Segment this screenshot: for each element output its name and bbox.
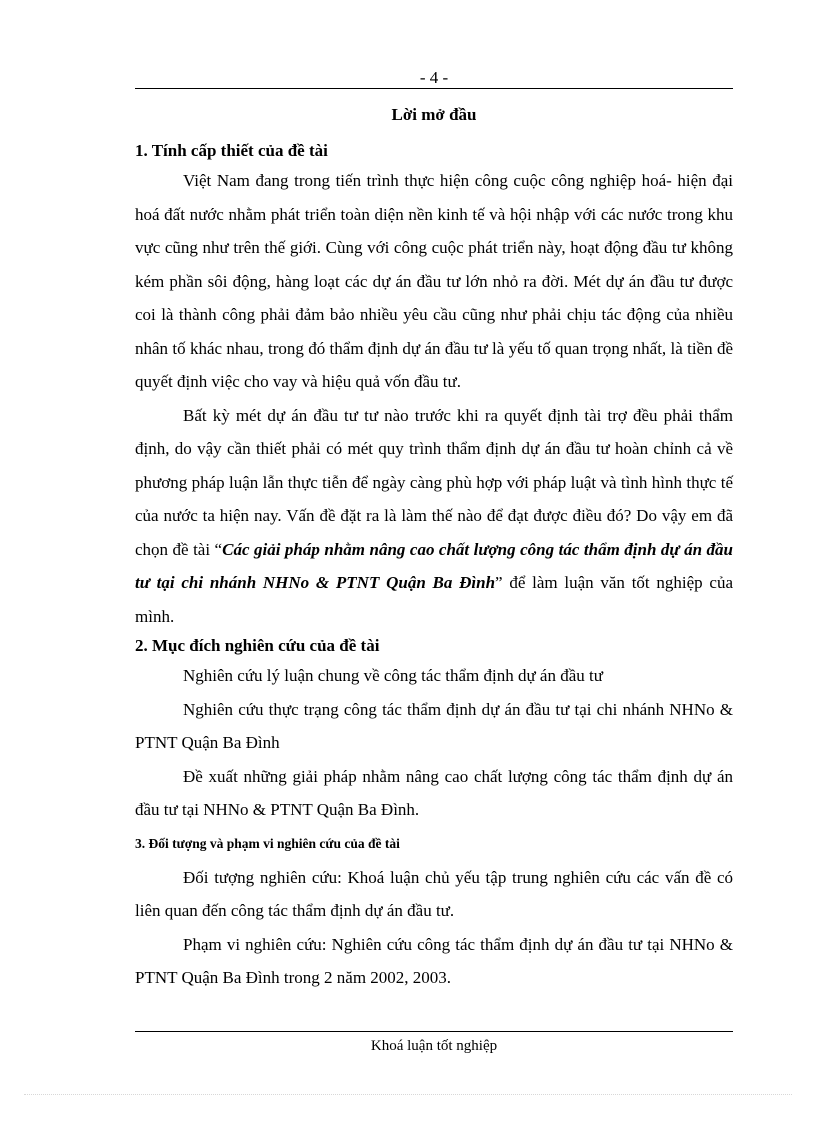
- paragraph: Việt Nam đang trong tiến trình thực hiện công cuộc công nghiệp hoá- hiện đại hoá đất nước nhằm phát triển toàn diện nền kinh tế và hội nhập với các nước trong khu vực cũng như trên thế giới. Cùng với công cuộc phát triển này, hoạt động đầu tư không kém phần sôi động, hàng loạt các dự án đầu tư lớn nhỏ ra đời. Mét dự án đầu tư được coi là thành công phải đảm bảo nhiều yêu cầu cũng như phải chịu tác động của nhiều nhân tố khác nhau, trong đó thẩm định dự án đầu tư là yếu tố quan trọng nhất, là tiền đề quyết định việc cho vay và hiệu quả vốn đầu tư.: [135, 171, 733, 391]
- header-rule: [135, 88, 733, 89]
- section-heading-3: 3. Đối tượng và phạm vi nghiên cứu của đề tài: [135, 835, 400, 851]
- section-heading-2: 2. Mục đích nghiên cứu của đề tài: [135, 636, 380, 655]
- section-heading-1: 1. Tính cấp thiết của đề tài: [135, 141, 328, 160]
- paragraph-text: Bất kỳ mét dự án đầu tư tư nào trước khi ra quyết định tài trợ đều phải thẩm định, do vậy cần thiết phải có mét quy trình thẩm định dự án đầu tư hoàn chỉnh cả về phương pháp luận lẫn thực tiễn để ngày càng phù hợp với pháp luật và tình hình thực tế của nước ta hiện nay. Vấn đề đặt ra là làm thế nào để đạt được điều đó? Do vậy em đã chọn đề tài “: [135, 405, 733, 559]
- paragraph: Đề xuất những giải pháp nhằm nâng cao chất lượng công tác thẩm định dự án đầu tư tại NHNo & PTNT Quận Ba Đình.: [135, 766, 733, 819]
- paragraph-text: ” để làm luận văn tốt nghiệp của mình.: [135, 573, 733, 626]
- paragraph: Nghiên cứu lý luận chung về công tác thẩm định dự án đầu tư: [183, 666, 603, 685]
- paragraph: Phạm vi nghiên cứu: Nghiên cứu công tác thẩm định dự án đầu tư tại NHNo & PTNT Quận Ba Đình trong 2 năm 2002, 2003.: [135, 934, 733, 987]
- footer-rule: [135, 1031, 733, 1032]
- paragraph: Đối tượng nghiên cứu: Khoá luận chủ yếu tập trung nghiên cứu các vấn đề có liên quan đến công tác thẩm định dự án đầu tư.: [135, 867, 733, 920]
- paragraph: Nghiên cứu thực trạng công tác thẩm định dự án đầu tư tại chi nhánh NHNo & PTNT Quận Ba Đình: [135, 699, 733, 752]
- page-edge-divider: [24, 1094, 792, 1095]
- page-content: [135, 102, 733, 995]
- paragraph-topic-choice: [135, 399, 733, 634]
- page-number: - 4 -: [419, 68, 449, 87]
- document-title: Lời mở đầu: [391, 105, 477, 124]
- thesis-topic-title: Các giải pháp nhằm nâng cao chất lượng công tác thẩm định dự án đầu tư tại chi nhánh NHNo & PTNT Quận Ba Đình: [135, 539, 733, 592]
- footer-text: Khoá luận tốt nghiệp: [370, 1038, 498, 1054]
